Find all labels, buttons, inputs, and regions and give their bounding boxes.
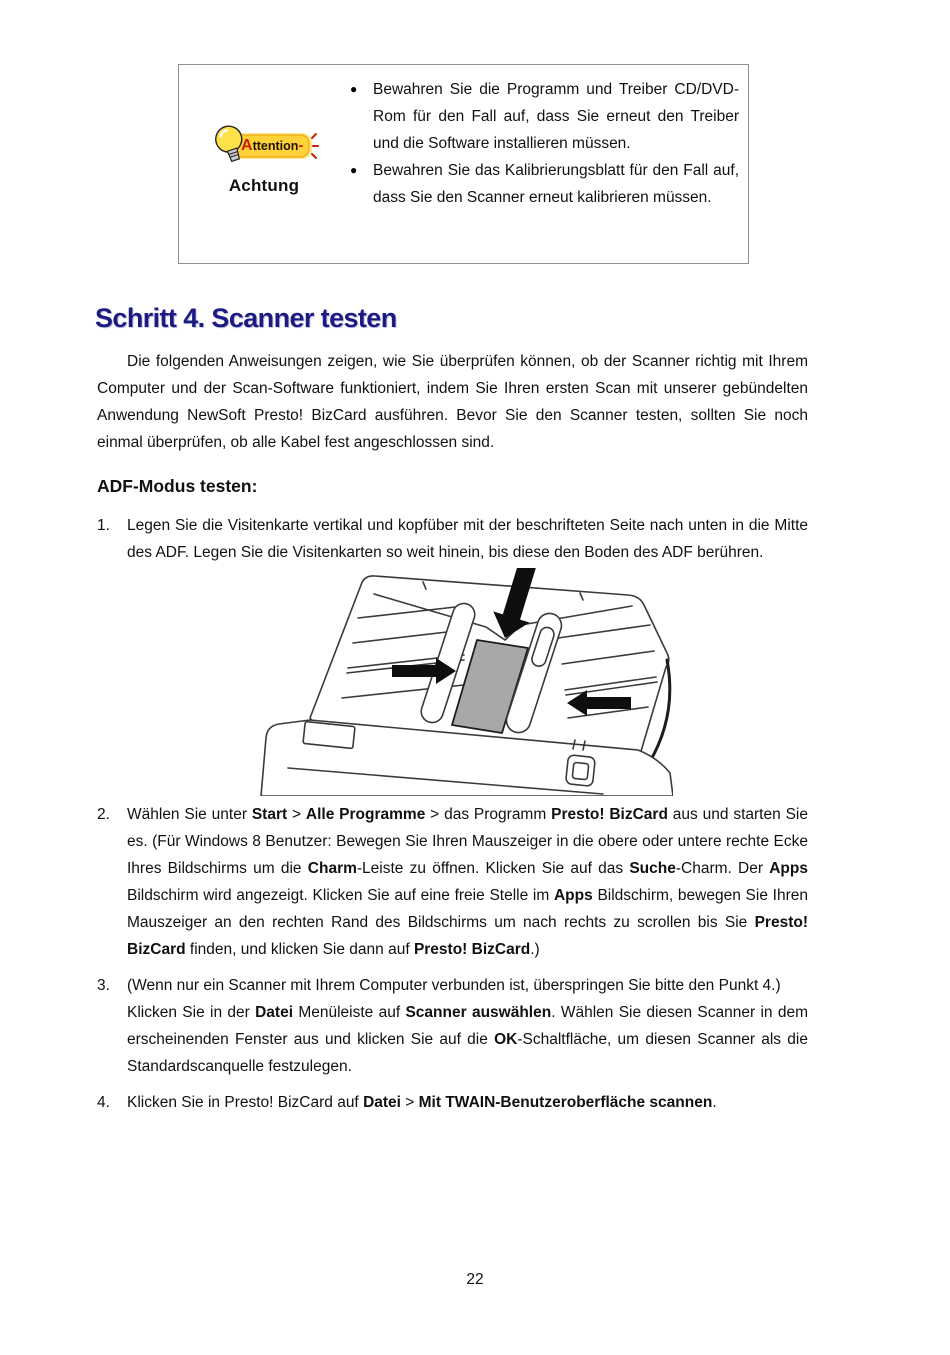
attention-lightbulb-icon	[208, 121, 320, 171]
step-number: 1.	[97, 517, 110, 534]
content-column	[97, 302, 808, 1116]
step-text: Legen Sie die Visitenkarte vertikal und kopfüber mit der beschrifteten Seite nach unten in die Mitte des ADF. Legen Sie die Visitenkarten so weit hinein, bis diese den Boden des ADF berühren.	[127, 517, 808, 561]
steps-list	[97, 512, 808, 1116]
step-item	[97, 801, 808, 963]
step-number: 4.	[97, 1094, 110, 1111]
bullet-icon: ●	[350, 163, 358, 177]
step-number: 2.	[97, 806, 110, 823]
achtung-label: Achtung	[228, 176, 300, 195]
bullet-text: Bewahren Sie die Programm und Treiber CD/DVD-Rom für den Fall auf, dass Sie erneut den Treiber und die Software installieren müssen.	[373, 81, 739, 152]
bullet-text: Bewahren Sie das Kalibrierungsblatt für den Fall auf, dass Sie den Scanner erneut kalibrieren müssen.	[373, 162, 739, 206]
ray-icon	[312, 154, 316, 158]
page-number: 22	[466, 1271, 484, 1288]
step-item	[97, 512, 808, 566]
adf-subheading: ADF-Modus testen:	[97, 476, 258, 496]
step-text: Klicken Sie in Presto! BizCard auf Datei > Mit TWAIN-Benutzeroberfläche scannen.	[127, 1094, 717, 1111]
step-item	[97, 1089, 808, 1116]
bullet-icon: ●	[350, 82, 358, 96]
step-text: Wählen Sie unter Start > Alle Programme > das Programm Presto! BizCard aus und starten Sie es. (Für Windows 8 Benutzer: Bewegen Sie Ihren Mauszeiger in die obere oder untere rechte Ecke Ihres Bildschirms um die Charm-Leiste zu öffnen. Klicken Sie auf das Suche-Charm. Der Apps Bildschirm wird angezeigt. Klicken Sie auf eine freie Stelle im Apps Bildschirm, bewegen Sie Ihren Mauszeiger an den rechten Rand des Bildschirms um nach rechts zu scrollen bis Sie Presto! BizCard finden, und klicken Sie dann auf Presto! BizCard.)	[127, 806, 808, 958]
ray-icon	[312, 134, 316, 138]
body-label	[303, 721, 355, 748]
step-text: (Wenn nur ein Scanner mit Ihrem Computer verbunden ist, überspringen Sie bitte den Punkt 4.) Klicken Sie in der Datei Menüleiste auf Scanner auswählen. Wählen Sie diesen Scanner in dem erscheinenden Fenster aus und klicken Sie auf die OK-Schaltfläche, um diesen Scanner als die Standardscanquelle festzulegen.	[127, 977, 808, 1075]
intro-paragraph: Die folgenden Anweisungen zeigen, wie Sie überprüfen können, ob der Scanner richtig mit Ihrem Computer und der Scan-Software funktioniert, indem Sie Ihren ersten Scan mit unserer gebündelten Anwendung NewSoft Presto! BizCard ausführen. Bevor Sie den Scanner testen, sollten Sie noch einmal überprüfen, ob alle Kabel fest angeschlossen sind.	[97, 353, 808, 451]
step-number: 3.	[97, 977, 110, 994]
attention-icon-column	[179, 65, 349, 263]
section-heading: Schritt 4. Scanner testen	[95, 303, 397, 333]
attention-badge-text: Attention-	[241, 137, 304, 154]
bullet-item	[349, 76, 739, 157]
attention-box	[178, 64, 749, 264]
step-item	[97, 972, 808, 1080]
bullet-item	[349, 157, 739, 211]
scanner-adf-illustration	[258, 568, 673, 796]
attention-bullet-list	[349, 65, 748, 263]
